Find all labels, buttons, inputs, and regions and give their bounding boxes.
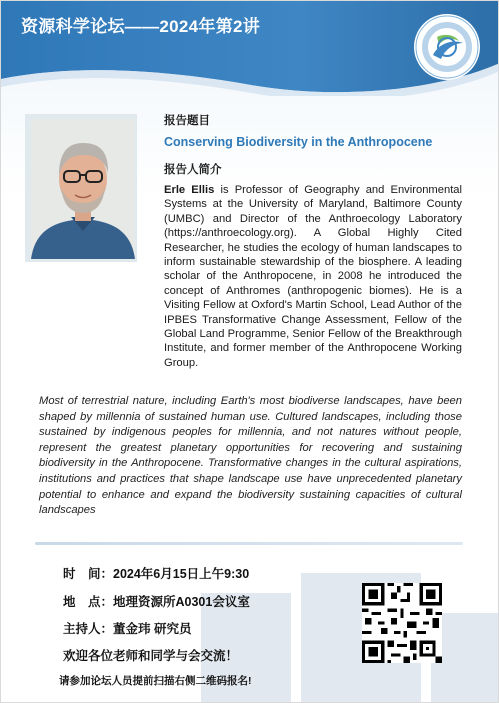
event-place: 地 点：地理资源所A0301会议室 — [63, 595, 250, 609]
welcome-text: 欢迎各位老师和同学与会交流！ — [63, 649, 239, 663]
speaker-name: Erle Ellis — [164, 184, 215, 196]
topic-label: 报告题目 — [164, 115, 210, 127]
speaker-portrait-photo — [31, 119, 135, 259]
divider — [35, 542, 463, 545]
talk-abstract: Most of terrestrial nature, including Earth's most biodiverse landscapes, have been shaped by millennia of sustained human use. Cultured landscapes, including those sustained by indigenous peoples for millennia, and not natures without people, represent the greatest planetary opportunities for recovering and sustaining biodiversity in the Anthropocene. Transformative changes in the cultural aspirations, institutions and practices that shape landscape use have unprecedented planetary potential to enhance and expand the biodiversity sustaining capacities of cultural landscapes — [39, 395, 462, 517]
institute-logo-icon — [413, 13, 481, 81]
bio-label: 报告人简介 — [164, 164, 222, 176]
speaker-bio-text: is Professor of Geography and Environmental Systems at the University of Maryland, Baltimore County (UMBC) and Director of the Anthroecology Laboratory (https://anthroecology.org). A Global Highly Cited Researcher, he studies the ecology of human landscapes to inform sustainable stewardship of the biosphere. A leading scholar of the Anthropocene, in 2008 he introduced the concept of Anthromes (anthropogenic biomes). He is a Visiting Fellow at Oxford's Martin School, Lead Author of the IPBES Transformative Change Assessment, Fellow of the Global Land Programme, Senior Fellow of the Breakthrough Institute, and former member of the Anthropocene Working Group. — [164, 184, 463, 369]
registration-qr-code[interactable] — [362, 583, 442, 663]
talk-title: Conserving Biodiversity in the Anthropocene — [164, 135, 433, 149]
forum-title: 资源科学论坛——2024年第2讲 — [21, 17, 261, 36]
event-host: 主持人：董金玮 研究员 — [63, 622, 192, 636]
event-time: 时 间：2024年6月15日上午9:30 — [63, 567, 250, 581]
registration-note: 请参加论坛人员提前扫描右侧二维码报名! — [59, 675, 252, 687]
speaker-bio — [164, 183, 462, 370]
